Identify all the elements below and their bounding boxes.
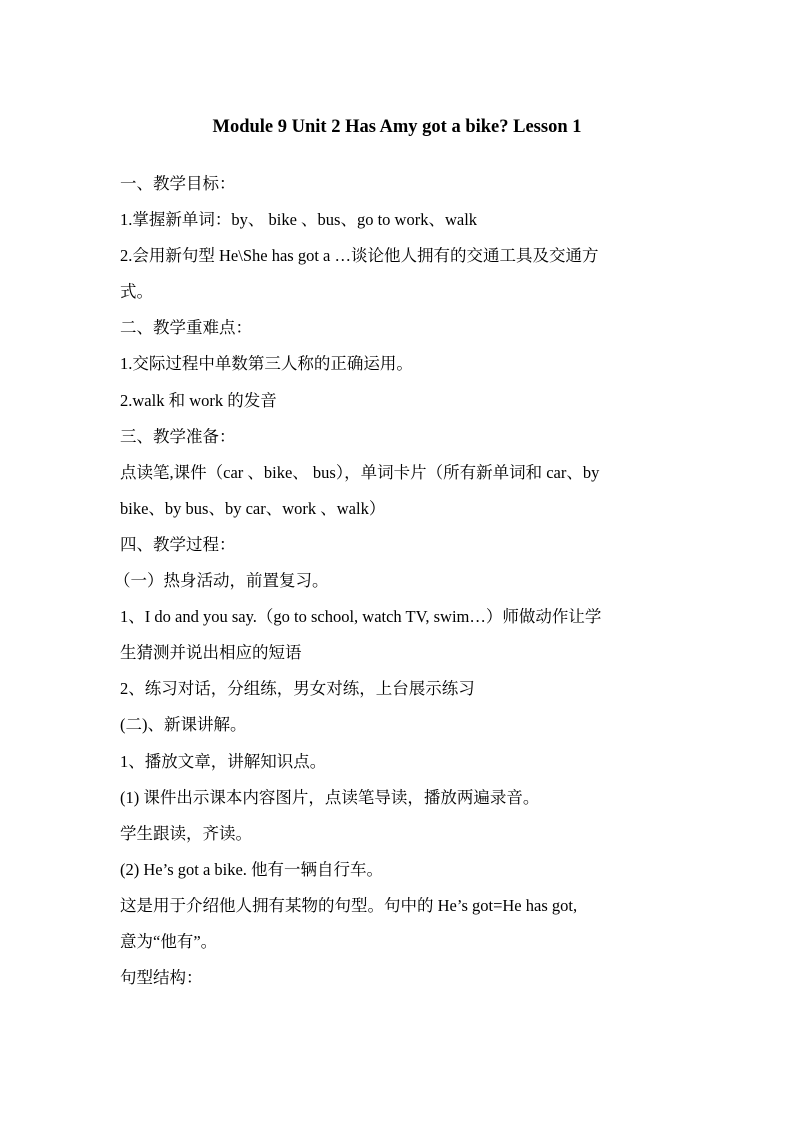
section-heading-objectives: 一、教学目标： xyxy=(120,174,236,193)
sentence-explanation-continued: 意为“他有”。 xyxy=(120,931,218,951)
document-body xyxy=(114,166,680,996)
warmup-item-1: 1、I do and you say.（go to school, watch TV, swim…）师做动作让学 xyxy=(120,607,602,627)
preparation-text: 点读笔,课件（car 、bike、 bus），单词卡片（所有新单词和 car、by xyxy=(120,462,600,482)
new-lesson-step-2: (2) He’s got a bike. 他有一辆自行车。 xyxy=(120,859,384,879)
key-point-item-1: 1.交际过程中单数第三人称的正确运用。 xyxy=(120,354,413,374)
objective-item-1: 1.掌握新单词：by、 bike 、bus、go to work、walk xyxy=(120,210,478,230)
warmup-item-1-continued: 生猜测并说出相应的短语 xyxy=(120,643,302,663)
new-lesson-item-1: 1、播放文章，讲解知识点。 xyxy=(120,751,327,771)
section-heading-process: 四、教学过程： xyxy=(120,534,236,554)
section-heading-preparation: 三、教学准备： xyxy=(120,426,236,446)
sentence-structure-label: 句型结构： xyxy=(120,968,203,988)
warmup-item-2: 2、练习对话，分组练，男女对练，上台展示练习 xyxy=(120,679,475,699)
subsection-new-lesson: (二)、新课讲解。 xyxy=(120,715,247,735)
objective-item-2: 2.会用新句型 He\She has got a …谈论他人拥有的交通工具及交通方 xyxy=(120,246,599,266)
new-lesson-step-1-continued: 学生跟读，齐读。 xyxy=(120,823,252,843)
sentence-explanation: 这是用于介绍他人拥有某物的句型。句中的 He’s got=He has got, xyxy=(120,895,578,915)
new-lesson-step-1: (1) 课件出示课本内容图片，点读笔导读，播放两遍录音。 xyxy=(120,787,540,807)
objective-item-2-continued: 式。 xyxy=(120,282,153,302)
preparation-text-continued: bike、by bus、by car、work 、walk） xyxy=(120,498,386,518)
document-title: Module 9 Unit 2 Has Amy got a bike? Lesson 1 xyxy=(212,117,582,137)
section-heading-key-points: 二、教学重难点： xyxy=(120,318,252,338)
subsection-warmup: （一）热身活动，前置复习。 xyxy=(114,571,329,591)
key-point-item-2: 2.walk 和 work 的发音 xyxy=(120,390,277,410)
